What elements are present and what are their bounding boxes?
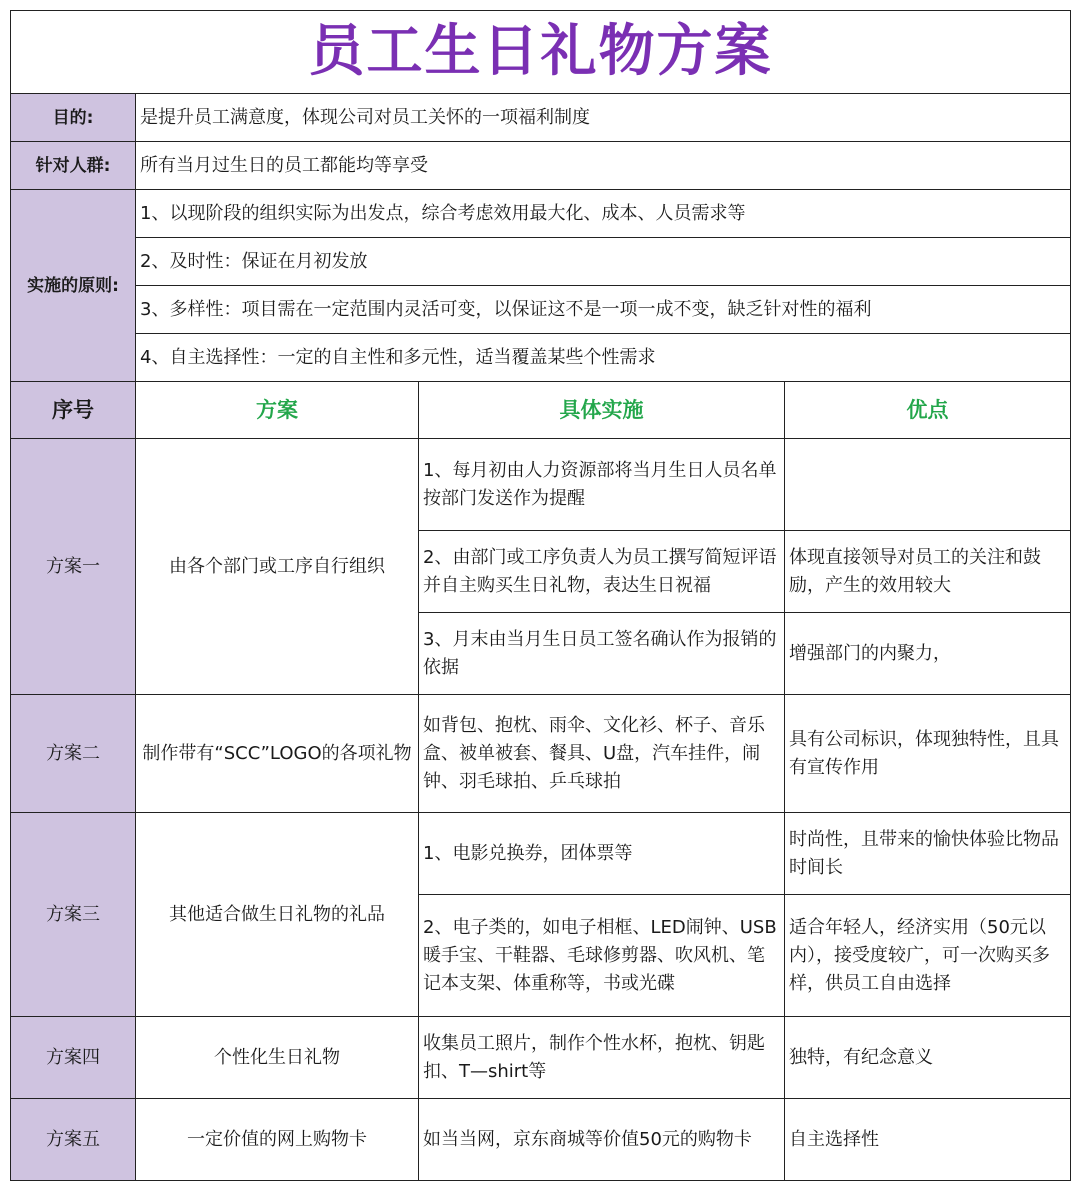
plan-impl: 如背包、抱枕、雨伞、文化衫、杯子、音乐盒、被单被套、餐具、U盘，汽车挂件，闹钟、羽毛球拍、乒乓球拍 xyxy=(419,695,785,813)
audience-label: 针对人群: xyxy=(11,142,136,190)
plan-desc: 个性化生日礼物 xyxy=(136,1017,419,1099)
header-plan: 方案 xyxy=(136,382,419,439)
gift-plan-sheet xyxy=(10,10,1070,1181)
plan-desc: 一定价值的网上购物卡 xyxy=(136,1099,419,1181)
purpose-text: 是提升员工满意度，体现公司对员工关怀的一项福利制度 xyxy=(136,94,1071,142)
plan-desc: 制作带有“SCC”LOGO的各项礼物 xyxy=(136,695,419,813)
header-no: 序号 xyxy=(11,382,136,439)
principle-item: 2、及时性：保证在月初发放 xyxy=(136,238,1071,286)
plan-merit: 适合年轻人，经济实用（50元以内），接受度较广，可一次购买多样，供员工自由选择 xyxy=(785,895,1071,1017)
principles-label: 实施的原则: xyxy=(11,190,136,382)
plan-merit: 具有公司标识，体现独特性，且具有宣传作用 xyxy=(785,695,1071,813)
plan-merit: 增强部门的内聚力， xyxy=(785,613,1071,695)
plan-merit: 自主选择性 xyxy=(785,1099,1071,1181)
plan-merit: 独特，有纪念意义 xyxy=(785,1017,1071,1099)
plan-merit xyxy=(785,439,1071,531)
plan-name: 方案四 xyxy=(11,1017,136,1099)
plan-impl: 收集员工照片，制作个性水杯，抱枕、钥匙扣、T—shirt等 xyxy=(419,1017,785,1099)
plan-desc: 其他适合做生日礼物的礼品 xyxy=(136,813,419,1017)
principle-item: 4、自主选择性：一定的自主性和多元性，适当覆盖某些个性需求 xyxy=(136,334,1071,382)
plan-merit: 时尚性，且带来的愉快体验比物品时间长 xyxy=(785,813,1071,895)
plan-impl: 2、电子类的，如电子相框、LED闹钟、USB暖手宝、干鞋器、毛球修剪器、吹风机、笔记本支架、体重称等，书或光碟 xyxy=(419,895,785,1017)
page-title: 员工生日礼物方案 xyxy=(11,11,1071,94)
plan-impl: 3、月末由当月生日员工签名确认作为报销的依据 xyxy=(419,613,785,695)
principle-item: 3、多样性：项目需在一定范围内灵活可变，以保证这不是一项一成不变，缺乏针对性的福利 xyxy=(136,286,1071,334)
header-merit: 优点 xyxy=(785,382,1071,439)
plan-merit: 体现直接领导对员工的关注和鼓励，产生的效用较大 xyxy=(785,531,1071,613)
audience-text: 所有当月过生日的员工都能均等享受 xyxy=(136,142,1071,190)
plan-impl: 1、电影兑换券，团体票等 xyxy=(419,813,785,895)
plan-impl: 2、由部门或工序负责人为员工撰写简短评语并自主购买生日礼物，表达生日祝福 xyxy=(419,531,785,613)
plan-desc: 由各个部门或工序自行组织 xyxy=(136,439,419,695)
plan-name: 方案五 xyxy=(11,1099,136,1181)
plan-impl: 1、每月初由人力资源部将当月生日人员名单按部门发送作为提醒 xyxy=(419,439,785,531)
plan-name: 方案三 xyxy=(11,813,136,1017)
plan-name: 方案一 xyxy=(11,439,136,695)
plan-name: 方案二 xyxy=(11,695,136,813)
principle-item: 1、以现阶段的组织实际为出发点，综合考虑效用最大化、成本、人员需求等 xyxy=(136,190,1071,238)
plan-impl: 如当当网，京东商城等价值50元的购物卡 xyxy=(419,1099,785,1181)
header-impl: 具体实施 xyxy=(419,382,785,439)
purpose-label: 目的: xyxy=(11,94,136,142)
plan-table xyxy=(10,10,1071,1181)
